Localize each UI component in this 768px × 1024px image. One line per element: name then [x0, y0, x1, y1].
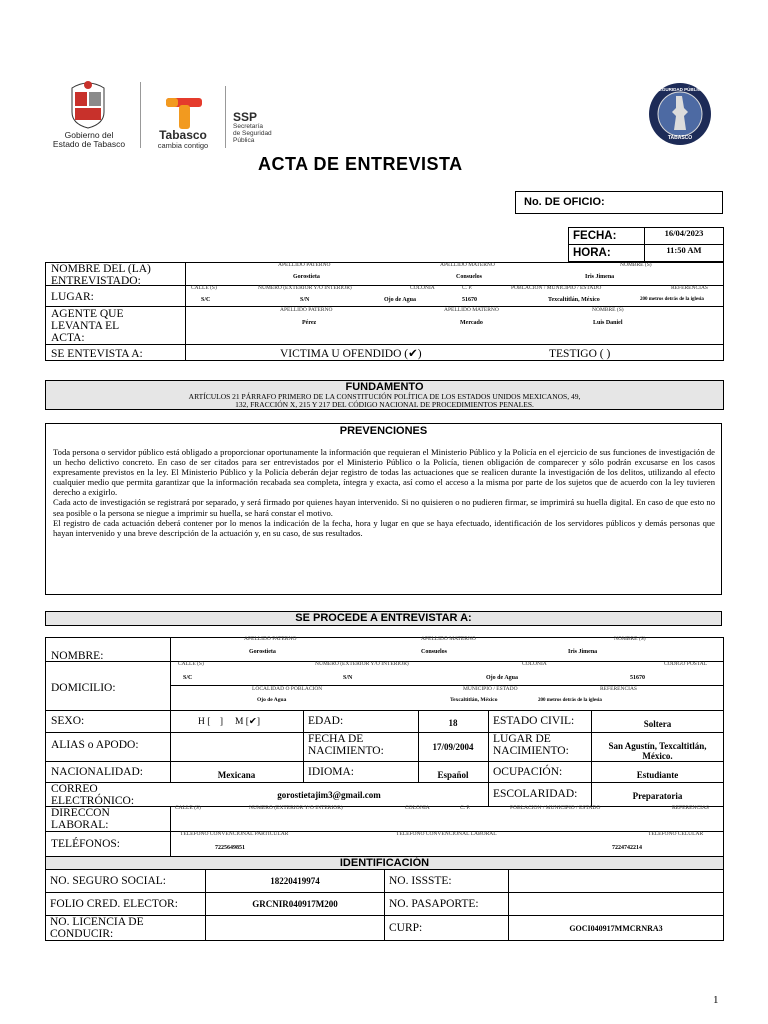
nacionalidad-label: NACIONALIDAD: [51, 766, 143, 778]
dl-h-calle: CALLE (S) [175, 805, 201, 811]
t-h-part: TELEFONO CONVENCIONAL PARTICULAR [180, 831, 289, 837]
lnac-label: LUGAR DE NACIMIENTO: [493, 733, 569, 758]
fecha-hora-table [568, 227, 724, 262]
fecha-field[interactable] [645, 228, 724, 245]
sexo-value[interactable]: H [ ] M [✔] [198, 717, 261, 727]
idioma-label: IDIOMA: [308, 766, 354, 778]
entrevistado-materno[interactable]: Consuelos [456, 274, 483, 280]
hora-value: 11:50 AM [666, 245, 702, 255]
procede-materno[interactable]: Consuelos [421, 649, 448, 655]
fecha-value: 16/04/2023 [664, 228, 704, 238]
entrevistado-label: NOMBRE DEL (LA) ENTREVISTADO: [51, 263, 151, 288]
agente-materno[interactable]: Mercado [460, 320, 483, 326]
pasaporte-label: NO. PASAPORTE: [389, 897, 479, 910]
lnac-value[interactable]: San Agustín, Texcaltitlán, México. [608, 741, 707, 761]
tabasco-logo [148, 96, 218, 150]
prevenciones-p2: Cada acto de investigación se registrará por separado, y será firmado por quienes hayan intervenido. Si no quisieren o no pudieren firmar, se imprimirá su huella digital. En caso de que esto no sea posible o la persona se niegue a imprimir su huella, se hará constar el motivo. [53, 497, 715, 518]
gobierno-logo [44, 78, 134, 152]
sep [45, 831, 724, 832]
dl-h-cp: C. P. [460, 805, 471, 811]
d-h-cp: CODIGO POSTAL [664, 661, 708, 667]
h-nombre: NOMBRE (S) [620, 262, 652, 268]
sep [303, 710, 304, 782]
nss-label: NO. SEGURO SOCIAL: [50, 874, 166, 887]
licencia-field[interactable] [206, 916, 385, 941]
lugar-cp[interactable]: 51670 [462, 297, 477, 303]
lugar-calle[interactable]: S/C [201, 297, 211, 303]
edad-label: EDAD: [308, 715, 344, 727]
tabasco-slogan: cambia contigo [157, 141, 209, 150]
logo-divider-2 [225, 86, 226, 148]
agente-paterno[interactable]: Pérez [302, 320, 317, 326]
fnac-value[interactable]: 17/09/2004 [432, 742, 474, 752]
domicilio-label: DOMICILIO: [51, 682, 116, 694]
issste-label: NO. ISSSTE: [389, 874, 452, 887]
entrevistado-paterno[interactable]: Gorostieta [293, 274, 320, 280]
ocupacion-label: OCUPACIÓN: [493, 766, 563, 778]
escolaridad-label: ESCOLARIDAD: [493, 788, 578, 800]
procede-nombre-label: NOMBRE: [51, 650, 104, 662]
identificacion-table [45, 869, 724, 941]
sep [185, 262, 186, 361]
t-h-lab: TELEFONO CONVENCIONAL LABORAL [396, 831, 497, 837]
domicilio-referencias[interactable]: 200 metros detrás de la iglesia [538, 698, 602, 703]
coat-of-arms-icon [66, 78, 110, 130]
se-entrevista-label: SE ENTEVISTA A: [51, 348, 143, 360]
identificacion-title: IDENTIFICACIÓN [45, 856, 724, 870]
h-ag-nombre: NOMBRE (S) [592, 307, 624, 313]
prevenciones-title: PREVENCIONES [339, 425, 428, 437]
sexo-label: SEXO: [51, 715, 85, 727]
victima-option[interactable]: VICTIMA U OFENDIDO (✔) [280, 348, 422, 360]
folio-value: GRCNIR040917M200 [252, 899, 338, 909]
h-materno: APELLIDO MATERNO [440, 262, 495, 268]
gov-line-1: Gobierno del [64, 130, 114, 140]
h-ag-paterno: APELLIDO PATERNO [280, 307, 333, 313]
agente-nombre[interactable]: Luis Daniel [593, 320, 623, 326]
issste-field[interactable] [509, 870, 724, 893]
domicilio-colonia[interactable]: Ojo de Agua [486, 675, 519, 681]
d-h-colonia: COLONIA [522, 661, 547, 667]
agente-label: AGENTE QUE LEVANTA EL ACTA: [51, 308, 124, 345]
ssp-line-3: Pública [233, 136, 255, 144]
sep [45, 344, 724, 345]
gov-line-2: Estado de Tabasco [52, 138, 126, 149]
curp-label: CURP: [389, 922, 423, 935]
domicilio-numero[interactable]: S/N [343, 675, 353, 681]
dl-h-poblacion: POBLACION / MUNICIPIO / ESTADO [510, 805, 601, 811]
domicilio-municipio[interactable]: Texcaltitlán, México [450, 697, 498, 703]
sep [170, 806, 171, 857]
lugar-referencias[interactable]: 200 metros detrás de la iglesia [640, 297, 704, 302]
p-h-paterno: APELLIDO PATERNO [244, 636, 297, 642]
correo-value[interactable]: gorostietajim3@gmail.com [277, 790, 381, 800]
pasaporte-field[interactable] [509, 893, 724, 916]
folio-field[interactable] [206, 893, 385, 916]
telefonos-label: TELÉFONOS: [51, 838, 120, 850]
civil-label: ESTADO CIVIL: [493, 715, 575, 727]
lugar-colonia[interactable]: Ojo de Agua [384, 297, 417, 303]
p-h-nombre: NOMBRE (S) [614, 636, 646, 642]
t-h-cel: TELEFONO CELULAR [648, 831, 704, 837]
nacionalidad-value[interactable]: Mexicana [217, 770, 256, 780]
nss-value: 18220419974 [270, 876, 320, 886]
oficio-box[interactable] [515, 191, 723, 214]
domicilio-localidad[interactable]: Ojo de Agua [257, 697, 287, 703]
hora-field[interactable] [645, 245, 724, 262]
ocupacion-value[interactable]: Estudiante [636, 770, 679, 780]
dl-h-numero: NUMERO (EXTERIOR Y/O INTERIOR) [249, 805, 343, 811]
sep [45, 710, 724, 711]
h-colonia: COLONIA [410, 285, 435, 291]
oficio-label: No. DE OFICIO: [524, 196, 605, 208]
licencia-label: NO. LICENCIA DE CONDUCIR: [50, 916, 144, 941]
fnac-label: FECHA DE NACIMIENTO: [308, 733, 384, 758]
edad-value[interactable]: 18 [448, 718, 458, 728]
page-title: ACTA DE ENTREVISTA [258, 154, 463, 174]
dl-h-colonia: COLONIA [405, 805, 430, 811]
lugar-label: LUGAR: [51, 291, 94, 303]
domicilio-calle[interactable]: S/C [183, 675, 193, 681]
curp-field[interactable] [509, 916, 724, 941]
procede-nombre[interactable]: Iris Jimena [568, 649, 598, 655]
page-number: 1 [713, 994, 719, 1006]
d-h-numero: NUMERO (EXTERIOR Y/O INTERIOR) [315, 661, 409, 667]
prevenciones-p3: El registro de cada actuación deberá contener por lo menos la indicación de la fecha, hora y lugar en que se haya efectuado, identificación de los servidores públicos y demás personas que hayan intervenido y una breve descripción de la actuación y, en su caso, de sus resultados. [53, 517, 715, 538]
folio-label: FOLIO CRED. ELECTOR: [50, 897, 178, 910]
hora-label: HORA: [573, 247, 611, 259]
testigo-option[interactable]: TESTIGO ( ) [549, 348, 611, 360]
correo-label: CORREO ELECTRÓNICO: [51, 783, 135, 808]
d-h-referencias: REFERENCIAS [600, 686, 637, 692]
dl-h-referencias: REFERENCIAS [672, 805, 709, 811]
escolaridad-value[interactable]: Preparatoria [632, 791, 683, 801]
fundamento-title: FUNDAMENTO [345, 381, 424, 393]
h-ag-materno: APELLIDO MATERNO [444, 307, 499, 313]
sep [488, 710, 489, 806]
alias-label: ALIAS o APODO: [51, 739, 139, 751]
tabasco-t-icon [162, 96, 206, 130]
sep [170, 637, 171, 710]
badge-top-text: SEGURIDAD PÚBLICA [655, 87, 705, 92]
h-referencias: REFERENCIAS [671, 285, 708, 291]
ssp-line-1: Secretaría [233, 123, 263, 130]
fundamento-line-2: 132, FRACCIÓN X, 215 Y 217 DEL CÓDIGO NACIONAL DE PROCEDIMIENTOS PENALES. [235, 400, 534, 409]
idioma-value[interactable]: Español [437, 770, 469, 780]
h-cp: C. P. [462, 285, 473, 291]
fundamento-line-1: ARTÍCULOS 21 PÁRRAFO PRIMERO DE LA CONSTITUCIÓN POLÍTICA DE LOS ESTADOS UNIDOS MEXICANOS, 49, [188, 392, 581, 401]
tabasco-name: Tabasco [159, 128, 207, 142]
sep [45, 761, 724, 762]
ssp-abbr: SSP [233, 110, 258, 124]
tel-celular[interactable]: 7224742214 [612, 845, 642, 851]
procede-title: SE PROCEDE A ENTREVISTAR A: [45, 611, 722, 626]
d-h-calle: CALLE (S) [178, 661, 204, 667]
prevenciones-box [45, 423, 722, 595]
domicilio-cp[interactable]: 51670 [630, 675, 645, 681]
dirlab-label: DIRECCON LABORAL: [51, 807, 110, 832]
civil-value[interactable]: Soltera [643, 719, 672, 729]
h-calle: CALLE (S) [191, 285, 217, 291]
h-numero: NUMERO (EXTERIOR Y/O INTERIOR) [258, 285, 352, 291]
ssp-line-2: de Seguridad [233, 129, 272, 137]
h-poblacion: POBLACION / MUNICIPIO / ESTADO [511, 285, 602, 291]
prevenciones-p1: Toda persona o servidor público está obligado a proporcionar oportunamente la información que requieran el Ministerio Público y la Policía en el ejercicio de sus funciones de investigación de un hecho delictivo concreto. En caso de ser citados para ser entrevistados por el Ministerio Público o la Policía, tienen obligación de comparecer y sólo podrán excusarse en los casos expresamente previstos en la ley. El Ministerio Público y la Policía deberán dejar registro de todas las actuaciones que se realicen durante la investigación de los delitos, utilizando al efecto cualquier medio que permita garantizar que la información recabada sea completa, íntegra y exacta, así como el acceso a la misma por parte de los sujetos que de acuerdo con la ley tuvieren derecho a exigirlo. [53, 447, 715, 498]
ssp-logo [233, 110, 293, 144]
lugar-numero[interactable]: S/N [300, 297, 310, 303]
d-h-localidad: LOCALIDAD O POBLACION [252, 686, 323, 692]
logo-divider-1 [140, 82, 141, 148]
fecha-label: FECHA: [573, 230, 617, 242]
badge-bottom-text: TABASCO [667, 135, 693, 141]
entrevistado-nombre[interactable]: Iris Jimena [585, 274, 615, 280]
lugar-poblacion[interactable]: Texcaltitlán, México [548, 297, 600, 303]
h-paterno: APELLIDO PATERNO [278, 262, 331, 268]
curp-value: GOCI040917MMCRNRA3 [569, 923, 663, 933]
seguridad-badge [648, 82, 712, 146]
p-h-materno: APELLIDO MATERNO [421, 636, 476, 642]
tel-particular[interactable]: 7225649851 [215, 845, 245, 851]
procede-paterno[interactable]: Gorostieta [249, 649, 276, 655]
d-h-municipio: MUNICIPIO / ESTADO [463, 686, 518, 692]
nss-field[interactable] [206, 870, 385, 893]
fundamento-box [45, 380, 724, 410]
